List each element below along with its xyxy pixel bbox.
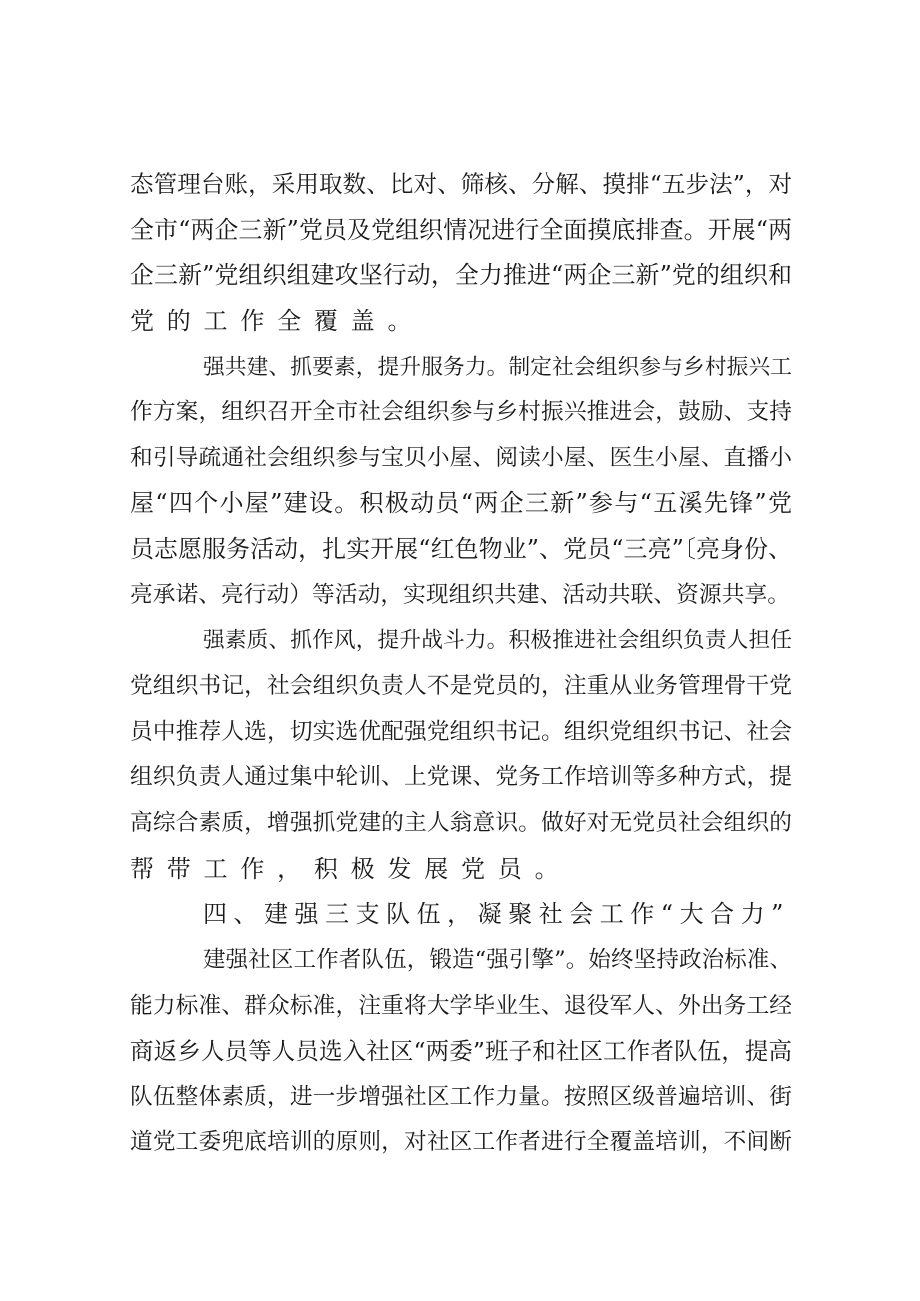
text-line: 态管理台账，采用取数、比对、筛核、分解、摸排“五步法”，对 bbox=[130, 170, 792, 198]
text-line: 商返乡人员等人员选入社区“两委”班子和社区工作者队伍，提高 bbox=[130, 1037, 792, 1066]
text-line: 组织负责人通过集中轮训、上党课、党务工作培训等多种方式，提 bbox=[130, 764, 792, 791]
text-line: 企三新”党组织组建攻坚行动，全力推进“两企三新”党的组织和 bbox=[130, 261, 792, 290]
text-line: 建强社区工作者队伍，锻造“强引擎”。始终坚持政治标准、 bbox=[203, 946, 792, 973]
text-line: 道党工委兜底培训的原则，对社区工作者进行全覆盖培训，不间断 bbox=[130, 1129, 792, 1156]
text-line: 员中推荐人选，切实选优配强党组织书记。组织党组织书记、社会 bbox=[130, 718, 792, 745]
paragraph bbox=[130, 618, 792, 892]
document-page bbox=[130, 162, 792, 1166]
text-line: 能力标准、群众标准，注重将大学毕业生、退役军人、外出务工经 bbox=[130, 992, 792, 1019]
text-line: 亮承诺、亮行动）等活动，实现组织共建、活动共联、资源共享。 bbox=[130, 581, 790, 608]
text-line: 强素质、抓作风，提升战斗力。积极推进社会组织负责人担任 bbox=[203, 628, 792, 654]
text-line: 全市“两企三新”党员及党组织情况进行全面摸底排查。开展“两 bbox=[130, 215, 792, 244]
text-line: 高综合素质，增强抓党建的主人翁意识。做好对无党员社会组织的 bbox=[130, 809, 792, 836]
text-line: 帮带工作，积极发展党员。 bbox=[130, 854, 572, 883]
text-line: 屋“四个小屋”建设。积极动员“两企三新”参与“五溪先锋”党 bbox=[130, 489, 792, 518]
text-line: 员志愿服务活动，扎实开展“红色物业”、党员“三亮”〔亮身份、 bbox=[130, 535, 792, 564]
text-line: 党的工作全覆盖。 bbox=[130, 306, 425, 335]
text-line: 作方案，组织召开全市社会组织参与乡村振兴推进会，鼓励、支持 bbox=[130, 399, 792, 426]
paragraph bbox=[130, 162, 792, 345]
paragraph bbox=[130, 345, 792, 619]
text-line: 党组织书记，社会组织负责人不是党员的，注重从业务管理骨干党 bbox=[130, 673, 792, 700]
text-line: 队伍整体素质，进一步增强社区工作力量。按照区级普遍培训、街 bbox=[130, 1083, 792, 1110]
paragraph bbox=[130, 938, 792, 1166]
text-line: 和引导疏通社会组织参与宝贝小屋、阅读小屋、医生小屋、直播小 bbox=[130, 444, 792, 471]
text-line: 四、建强三支队伍，凝聚社会工作“大合力” bbox=[203, 900, 790, 929]
text-line: 强共建、抓要素，提升服务力。制定社会组织参与乡村振兴工 bbox=[203, 354, 792, 380]
section-heading bbox=[130, 892, 792, 938]
